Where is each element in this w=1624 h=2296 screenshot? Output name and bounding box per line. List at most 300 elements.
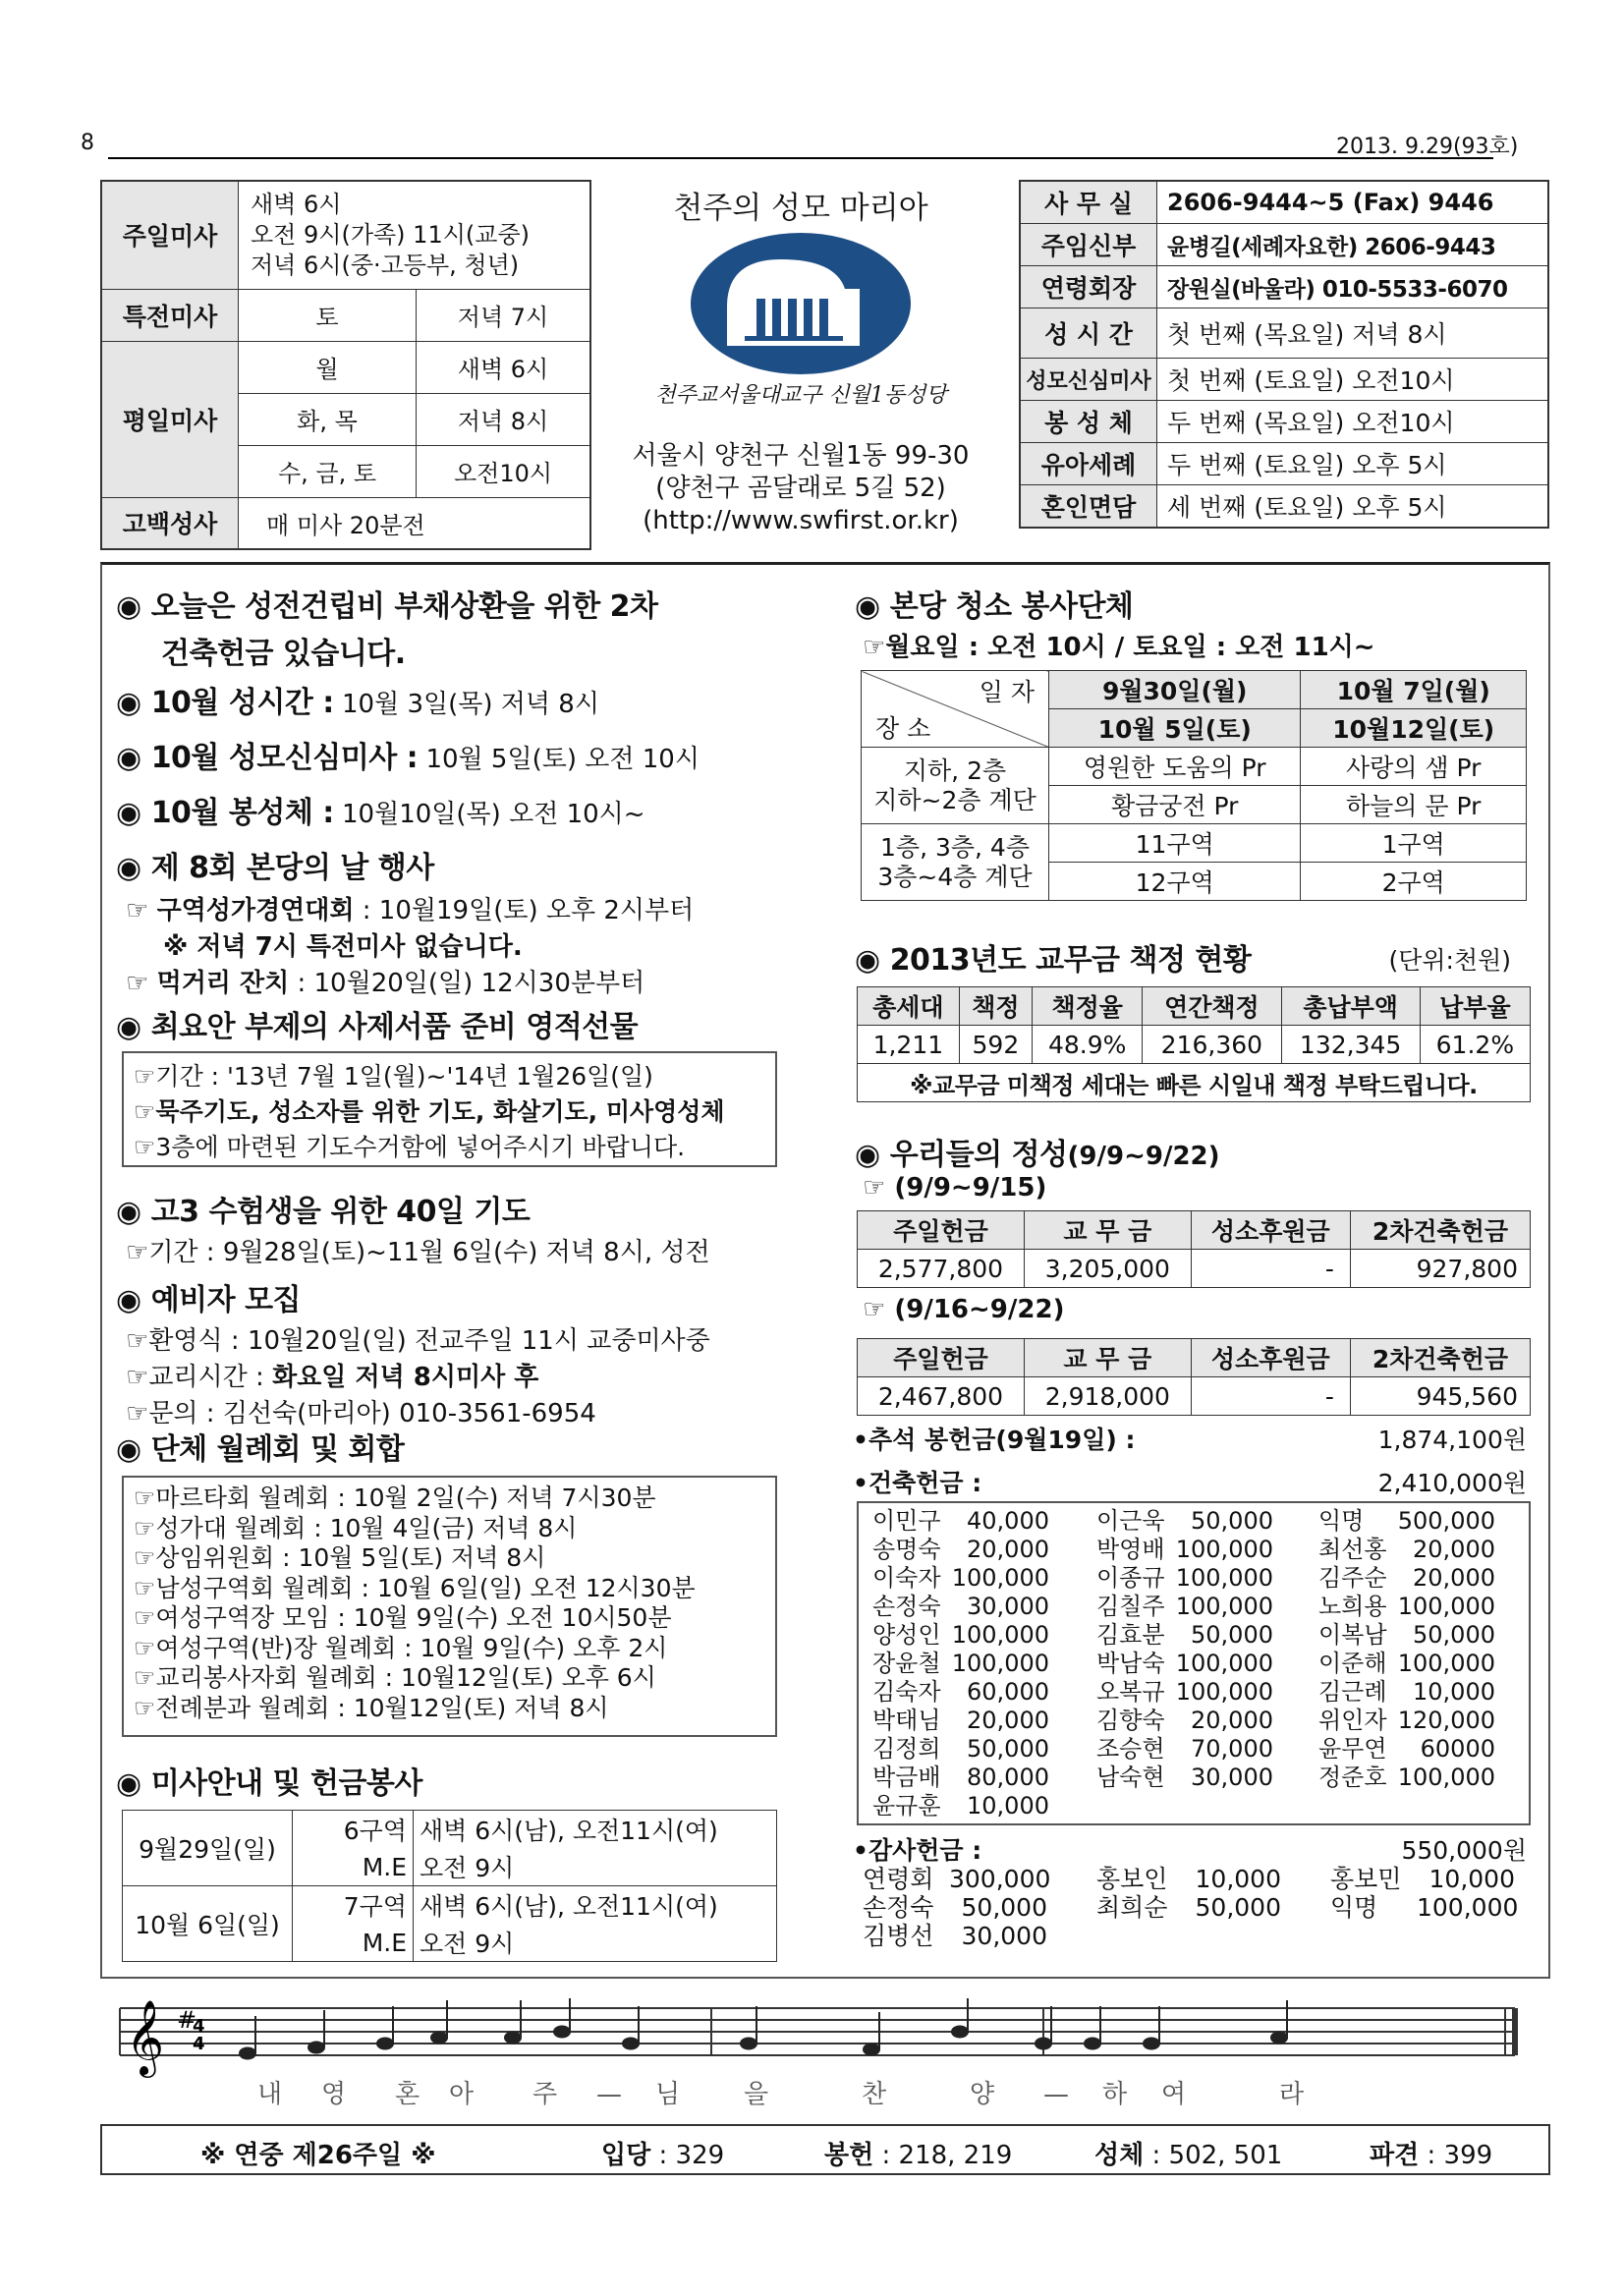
bullet-icon: ◉	[855, 943, 880, 978]
donor-name: 김주순	[1318, 1564, 1387, 1592]
sunday-mass-line: 오전 9시(가족) 11시(교중)	[251, 220, 530, 249]
donor-amount: 20,000	[967, 1707, 1049, 1734]
lyric-syllable: 라	[1279, 2080, 1305, 2109]
section-line-bold: 화요일 저녁 8시미사 후	[272, 1363, 539, 1392]
donor-row	[1096, 1621, 1293, 1650]
event-note: ※ 저녁 7시 특전미사 없습니다.	[163, 932, 523, 962]
donor-row	[1096, 1865, 1293, 1893]
office-value: 윤병길(세례자요한) 2606-9443	[1157, 224, 1549, 266]
marian-mass-item	[116, 733, 804, 776]
donor-name: 오복규	[1096, 1678, 1165, 1706]
offering-week1-table	[857, 1210, 1531, 1288]
box-line: 묵주기도, 성소자를 위한 기도, 화살기도, 미사영성체	[155, 1097, 725, 1126]
donor-amount: 50,000	[1191, 1621, 1273, 1649]
bullet-icon: ◉	[855, 1138, 880, 1172]
donor-name: 김칠주	[1096, 1593, 1165, 1620]
dues-header: 책정	[959, 987, 1032, 1026]
donor-row	[1096, 1564, 1293, 1593]
lyric-syllable: —	[596, 2080, 622, 2109]
donor-name: 이복남	[1318, 1621, 1387, 1649]
church-address	[609, 440, 992, 537]
donor-row	[1096, 1735, 1293, 1764]
dues-value: 216,360	[1143, 1026, 1281, 1064]
dismissal-value: : 399	[1419, 2141, 1493, 2170]
donor-amount: 40,000	[967, 1507, 1049, 1535]
lyric-syllable: 주	[532, 2080, 558, 2109]
hand-icon: ☞	[134, 1603, 156, 1632]
chuseok-label: •추석 봉헌금(9월19일) :	[853, 1426, 1136, 1454]
office-label: 혼인면담	[1020, 485, 1157, 529]
note-head	[1035, 2038, 1052, 2050]
donor-amount: 100,000	[1175, 1536, 1273, 1563]
donor-row	[872, 1564, 1069, 1593]
meeting-item: 전례분과 월례회 : 10월12일(토) 저녁 8시	[155, 1693, 609, 1722]
donor-amount: 100,000	[1417, 1893, 1519, 1922]
hand-icon: ☞	[126, 1238, 149, 1267]
dues-header: 납부율	[1420, 987, 1530, 1026]
offering-value: 927,800	[1350, 1250, 1530, 1288]
weekday-day: 수, 금, 토	[239, 445, 417, 497]
donor-amount: 50,000	[1195, 1893, 1281, 1922]
donor-name: 김효분	[1096, 1621, 1165, 1649]
donor-amount: 50,000	[967, 1735, 1049, 1763]
donor-amount: 60000	[1420, 1735, 1495, 1763]
holy-hour-item	[116, 678, 804, 721]
note-head	[1084, 2038, 1101, 2050]
lyric-syllable: 영	[321, 2080, 347, 2109]
donor-amount: 300,000	[949, 1865, 1051, 1893]
office-value: 첫 번째 (목요일) 저녁 8시	[1157, 308, 1549, 359]
office-value: 두 번째 (토요일) 오후 5시	[1157, 443, 1549, 485]
time-signature-icon: 4	[193, 2034, 205, 2054]
donor-row	[1318, 1564, 1515, 1593]
confession-label: 고백성사	[101, 497, 239, 549]
offering-header: 성소후원금	[1191, 1211, 1350, 1250]
donor-name: 익명	[1318, 1507, 1365, 1535]
parish-day-section	[116, 843, 804, 999]
church-title: 천주의 성모 마리아	[673, 191, 928, 226]
office-value: 세 번째 (토요일) 오후 5시	[1157, 485, 1549, 529]
donor-row	[1096, 1678, 1293, 1707]
donor-name: 이숙자	[872, 1564, 941, 1592]
note-head	[622, 2038, 640, 2050]
offering-value: -	[1191, 1250, 1350, 1288]
note-head	[504, 2032, 522, 2044]
announcement-text: 건축헌금 있습니다.	[161, 637, 406, 671]
donor-name: 이종규	[1096, 1564, 1165, 1592]
sunday-mass-line: 새벽 6시	[251, 190, 342, 218]
chuseok-value: 1,874,100원	[1377, 1426, 1527, 1454]
donor-amount: 60,000	[967, 1678, 1049, 1706]
donor-amount: 500,000	[1397, 1507, 1495, 1535]
offering-value: 2,918,000	[1024, 1377, 1191, 1416]
note-head	[239, 2047, 256, 2060]
address-line: (양천구 곰달래로 5길 52)	[655, 474, 946, 503]
donor-row	[1330, 1865, 1527, 1893]
usher-group: 7구역	[293, 1886, 414, 1925]
section-line: 교리시간 :	[148, 1363, 273, 1392]
week-range: (9/16~9/22)	[894, 1295, 1065, 1324]
box-line: 3층에 마련된 기도수거함에 넣어주시기 바랍니다.	[155, 1133, 686, 1161]
church-logo-icon	[688, 230, 914, 377]
box-line: 기간 : '13년 7월 1일(월)~'14년 1월26일(일)	[155, 1062, 653, 1091]
donor-amount: 10,000	[1428, 1865, 1515, 1893]
sunday-mass-times	[239, 181, 591, 289]
hand-icon: ☞	[134, 1693, 156, 1722]
communion-item	[116, 788, 804, 831]
meeting-item: 남성구역회 월례회 : 10월 6일(일) 오전 12시30분	[155, 1573, 696, 1602]
meeting-item: 교리봉사자회 월례회 : 10월12일(토) 오후 6시	[155, 1663, 656, 1692]
bullet-icon: ◉	[855, 589, 880, 624]
donor-name: 이근욱	[1096, 1507, 1165, 1535]
donor-amount: 20,000	[1413, 1536, 1495, 1563]
donor-amount: 10,000	[1195, 1865, 1281, 1893]
offering-header: 2차건축헌금	[1350, 1339, 1530, 1377]
office-label: 주임신부	[1020, 224, 1157, 266]
hand-icon: ☞	[863, 1173, 886, 1203]
donor-column	[1330, 1865, 1527, 1922]
donor-row	[1096, 1764, 1293, 1792]
cleaning-date: 10월 5일(토)	[1049, 709, 1301, 748]
donor-column	[1096, 1865, 1293, 1922]
offertory-label: 봉헌	[824, 2141, 874, 2170]
treble-clef-icon: 𝄞	[126, 1999, 165, 2075]
section-title: 본당 청소 봉사단체	[889, 589, 1134, 624]
offering-week2-table	[857, 1338, 1531, 1416]
cleaning-group: 1구역	[1301, 824, 1527, 863]
donor-amount: 100,000	[1175, 1593, 1273, 1620]
hand-icon: ☞	[134, 1513, 156, 1542]
lyric-syllable: 여	[1161, 2080, 1187, 2109]
thanks-offering	[853, 1831, 1531, 1867]
donor-column	[1318, 1507, 1515, 1792]
donor-name: 장윤철	[872, 1650, 941, 1677]
entrance-value: : 329	[650, 2141, 725, 2170]
donor-amount: 100,000	[1397, 1764, 1495, 1791]
office-value: 2606-9444~5 (Fax) 9446	[1157, 181, 1549, 224]
donor-row	[872, 1621, 1069, 1650]
donor-row	[872, 1593, 1069, 1621]
donor-name: 손정숙	[863, 1893, 934, 1922]
usher-date: 10월 6일(일)	[123, 1886, 293, 1962]
donor-amount: 100,000	[1175, 1564, 1273, 1592]
offering-value: 945,560	[1350, 1377, 1530, 1416]
staff-lines	[120, 2008, 1515, 2055]
cleaning-group: 하늘의 문 Pr	[1301, 786, 1527, 824]
exam-prayer-section	[116, 1187, 804, 1268]
donor-row	[1096, 1593, 1293, 1621]
special-mass-day: 토	[239, 289, 417, 341]
donor-name: 홍보인	[1096, 1865, 1168, 1893]
place-line: 지하, 2층	[903, 756, 1007, 785]
donor-row	[872, 1536, 1069, 1564]
office-info-table	[1019, 180, 1549, 529]
note-head	[308, 2042, 325, 2054]
bullet-icon: ◉	[116, 1010, 141, 1044]
hand-icon: ☞	[126, 1363, 149, 1392]
cleaning-group: 12구역	[1049, 863, 1301, 901]
donor-row	[863, 1922, 1059, 1950]
bullet-icon: ◉	[116, 796, 141, 830]
dues-section	[855, 935, 1523, 979]
donor-row	[1096, 1507, 1293, 1536]
donor-amount: 120,000	[1397, 1707, 1495, 1734]
dues-header: 총납부액	[1281, 987, 1420, 1026]
website-link[interactable]: (http://www.swfirst.or.kr)	[643, 506, 959, 535]
cleaning-date: 9월30일(월)	[1049, 671, 1301, 709]
donor-amount: 100,000	[951, 1564, 1049, 1592]
donor-name: 정준호	[1318, 1764, 1387, 1791]
church-subtitle: 천주교서울대교구 신월1동성당	[654, 383, 947, 408]
cleaning-group: 사랑의 샘 Pr	[1301, 748, 1527, 786]
lyric-syllable: 님	[655, 2080, 681, 2109]
sharp-icon: #	[177, 2006, 197, 2034]
donor-name: 연령회	[863, 1865, 934, 1893]
meetings-box	[122, 1476, 777, 1737]
donor-amount: 100,000	[951, 1650, 1049, 1677]
place-line: 지하~2층 계단	[873, 785, 1036, 814]
donor-amount: 10,000	[967, 1792, 1049, 1820]
donor-row	[1318, 1650, 1515, 1678]
item-title: 10월 성시간 :	[150, 686, 334, 720]
event-time: : 10월19일(토) 오후 2시부터	[354, 896, 695, 925]
offering-header: 교 무 금	[1024, 1339, 1191, 1377]
donor-row	[872, 1792, 1069, 1820]
meetings-section	[116, 1425, 804, 1468]
offering-header: 성소후원금	[1191, 1339, 1350, 1377]
note-head	[1143, 2038, 1160, 2050]
donor-amount: 20,000	[1191, 1707, 1273, 1734]
item-title: 10월 봉성체 :	[150, 796, 334, 830]
donor-amount: 30,000	[961, 1922, 1047, 1950]
cleaning-place	[862, 748, 1049, 824]
donor-name: 이준해	[1318, 1650, 1387, 1677]
donor-row	[1096, 1536, 1293, 1564]
donor-row	[1318, 1707, 1515, 1735]
offering-value: 2,467,800	[858, 1377, 1025, 1416]
weekday-time: 저녁 8시	[417, 393, 591, 445]
lyric-syllable: —	[1043, 2080, 1069, 2109]
donor-name: 이민구	[872, 1507, 941, 1535]
donor-name: 박태님	[872, 1707, 941, 1734]
cleaning-section	[855, 582, 1523, 663]
cleaning-place	[862, 824, 1049, 901]
spiritual-gift-section	[116, 1002, 804, 1045]
offering-value: -	[1191, 1377, 1350, 1416]
donor-name: 윤규훈	[872, 1792, 941, 1820]
weekday-day: 월	[239, 341, 417, 393]
thanks-value: 550,000원	[1401, 1836, 1527, 1865]
meeting-item: 여성구역(반)장 월례회 : 10월 9일(수) 오후 2시	[155, 1633, 668, 1662]
weekday-time: 오전10시	[417, 445, 591, 497]
donor-name: 박금배	[872, 1764, 941, 1791]
offering-value: 2,577,800	[858, 1250, 1025, 1288]
usher-group: M.E	[293, 1924, 414, 1962]
usher-time: 오전 9시	[414, 1848, 777, 1886]
donor-row	[872, 1650, 1069, 1678]
donor-amount: 50,000	[1413, 1621, 1495, 1649]
item-text: 10월 3일(목) 저녁 8시	[333, 690, 599, 719]
cleaning-date: 10월12일(토)	[1301, 709, 1527, 748]
dues-value: 1,211	[858, 1026, 960, 1064]
office-label: 유아세례	[1020, 443, 1157, 485]
event-time: : 10월20일(일) 12시30분부터	[289, 969, 645, 998]
cleaning-date: 10월 7일(월)	[1301, 671, 1527, 709]
donor-row	[872, 1764, 1069, 1792]
corner-bottom: 장 소	[875, 714, 931, 743]
donor-name: 익명	[1330, 1893, 1378, 1922]
donor-amount: 20,000	[967, 1536, 1049, 1563]
donor-amount: 100,000	[1175, 1678, 1273, 1706]
bullet-icon: ◉	[116, 1432, 141, 1467]
sunday-mass-line: 저녁 6시(중·고등부, 청년)	[251, 251, 520, 279]
section-title: 단체 월례회 및 회합	[150, 1432, 405, 1467]
offering-header: 2차건축헌금	[1350, 1211, 1530, 1250]
dues-value: 61.2%	[1420, 1026, 1530, 1064]
page-number: 8	[81, 131, 94, 155]
dismissal-label: 파견	[1370, 2141, 1420, 2170]
dues-value: 592	[959, 1026, 1032, 1064]
donor-amount: 70,000	[1191, 1735, 1273, 1763]
office-label: 성 시 간	[1020, 308, 1157, 359]
sunday-name: ※ 연중 제26주일 ※	[200, 2141, 436, 2170]
dues-unit: (단위:천원)	[1388, 946, 1511, 975]
hand-icon: ☞	[134, 1573, 156, 1602]
bullet-icon: ◉	[116, 851, 141, 885]
mass-times-table	[100, 180, 591, 550]
section-range: (9/9~9/22)	[1067, 1142, 1220, 1171]
donor-amount: 100,000	[951, 1621, 1049, 1649]
note-head	[863, 2044, 880, 2056]
hand-icon: ☞	[134, 1543, 156, 1572]
note-head	[740, 2038, 757, 2050]
cleaning-group: 황금궁전 Pr	[1049, 786, 1301, 824]
place-line: 3층~4층 계단	[877, 862, 1033, 891]
donor-row	[1096, 1893, 1293, 1922]
cleaning-group: 2구역	[1301, 863, 1527, 901]
donor-row	[1318, 1536, 1515, 1564]
donor-row	[1318, 1507, 1515, 1536]
hand-icon: ☞	[134, 1133, 156, 1161]
cleaning-schedule: 월요일 : 오전 10시 / 토요일 : 오전 11시~	[885, 633, 1375, 662]
donor-row	[1096, 1650, 1293, 1678]
donor-amount: 30,000	[967, 1593, 1049, 1620]
corner-cell	[862, 671, 1049, 748]
hand-icon: ☞	[134, 1484, 156, 1512]
section-title: 고3 수험생을 위한 40일 기도	[150, 1195, 531, 1229]
section-title: 미사안내 및 헌금봉사	[150, 1766, 422, 1801]
donor-column	[1096, 1507, 1293, 1792]
donor-row	[1318, 1621, 1515, 1650]
item-text: 10월10일(목) 오전 10시~	[333, 800, 645, 829]
donor-name: 손정숙	[872, 1593, 941, 1620]
week-range: (9/9~9/15)	[894, 1173, 1047, 1203]
donor-amount: 100,000	[1397, 1593, 1495, 1620]
note-head	[1270, 2032, 1288, 2044]
cleaning-group: 영원한 도움의 Pr	[1049, 748, 1301, 786]
thanks-label: •감사헌금 :	[853, 1836, 982, 1865]
dues-table	[857, 986, 1531, 1102]
cleaning-table	[861, 670, 1527, 901]
hand-icon: ☞	[863, 1295, 886, 1324]
time-signature-icon: 4	[193, 2016, 205, 2037]
communion-label: 성체	[1094, 2141, 1145, 2170]
donor-name: 윤무연	[1318, 1735, 1387, 1763]
donor-name: 박영배	[1096, 1536, 1165, 1563]
hand-icon: ☞	[134, 1663, 156, 1692]
lyric-syllable: 양	[970, 2080, 995, 2109]
liturgy-footer	[100, 2124, 1550, 2175]
dues-header: 연간책정	[1143, 987, 1281, 1026]
section-title: 2013년도 교무금 책정 현황	[889, 943, 1252, 978]
donor-name: 조승현	[1096, 1735, 1165, 1763]
hand-icon: ☞	[134, 1633, 156, 1662]
hand-icon: ☞	[126, 1326, 149, 1356]
donor-row	[1318, 1593, 1515, 1621]
donor-amount: 80,000	[967, 1764, 1049, 1791]
item-text: 10월 5일(토) 오전 10시	[418, 745, 700, 774]
bullet-icon: ◉	[116, 1766, 141, 1801]
event-name: 먹거리 잔치	[156, 969, 290, 998]
item-title: 10월 성모신심미사 :	[150, 741, 419, 775]
offering-header: 주일헌금	[858, 1339, 1025, 1377]
note-head	[430, 2032, 448, 2044]
donor-name: 김향숙	[1096, 1707, 1165, 1734]
lyric-syllable: 을	[744, 2080, 769, 2109]
donor-column	[872, 1507, 1069, 1820]
entrance-label: 입당	[601, 2141, 651, 2170]
office-value: 두 번째 (목요일) 오전10시	[1157, 401, 1549, 443]
offertory-value: : 218, 219	[873, 2141, 1013, 2170]
section-title: 우리들의 정성	[889, 1138, 1068, 1172]
donor-row	[872, 1678, 1069, 1707]
section-title: 최요안 부제의 사제서품 준비 영적선물	[150, 1010, 639, 1044]
bullet-icon: ◉	[116, 589, 141, 624]
donor-name: 노희용	[1318, 1593, 1387, 1620]
sunday-mass-label: 주일미사	[101, 181, 239, 289]
office-label: 성모신심미사	[1020, 359, 1157, 401]
donor-name: 위인자	[1318, 1707, 1387, 1734]
event-name: 구역성가경연대회	[156, 896, 355, 925]
section-line: 기간 : 9월28일(토)~11월 6일(수) 저녁 8시, 성전	[148, 1238, 710, 1267]
donor-row	[1330, 1893, 1527, 1922]
announcement-text: 오늘은 성전건립비 부채상환을 위한 2차	[150, 589, 658, 624]
usher-table	[122, 1810, 777, 1962]
bullet-icon: ◉	[116, 1195, 141, 1229]
donor-amount: 100,000	[1397, 1650, 1495, 1677]
usher-time: 새벽 6시(남), 오전11시(여)	[414, 1811, 777, 1849]
donor-name: 송명숙	[872, 1536, 941, 1563]
donor-amount: 100,000	[1175, 1650, 1273, 1677]
hand-icon: ☞	[863, 633, 886, 662]
place-line: 1층, 3층, 4층	[880, 832, 1030, 862]
donor-amount: 50,000	[1191, 1507, 1273, 1535]
donor-row	[1096, 1707, 1293, 1735]
cleaning-group: 11구역	[1049, 824, 1301, 863]
hand-icon: ☞	[134, 1062, 156, 1091]
weekday-day: 화, 목	[239, 393, 417, 445]
office-label: 봉 성 체	[1020, 401, 1157, 443]
spiritual-gift-box	[122, 1051, 777, 1167]
lyric-syllable: 찬	[862, 2080, 887, 2109]
usher-time: 오전 9시	[414, 1924, 777, 1962]
usher-group: 6구역	[293, 1811, 414, 1849]
communion-value: : 502, 501	[1144, 2141, 1283, 2170]
section-title: 예비자 모집	[150, 1283, 302, 1317]
usher-date: 9월29일(일)	[123, 1811, 293, 1886]
week2-label	[863, 1295, 1064, 1324]
offering-header: 교 무 금	[1024, 1211, 1191, 1250]
